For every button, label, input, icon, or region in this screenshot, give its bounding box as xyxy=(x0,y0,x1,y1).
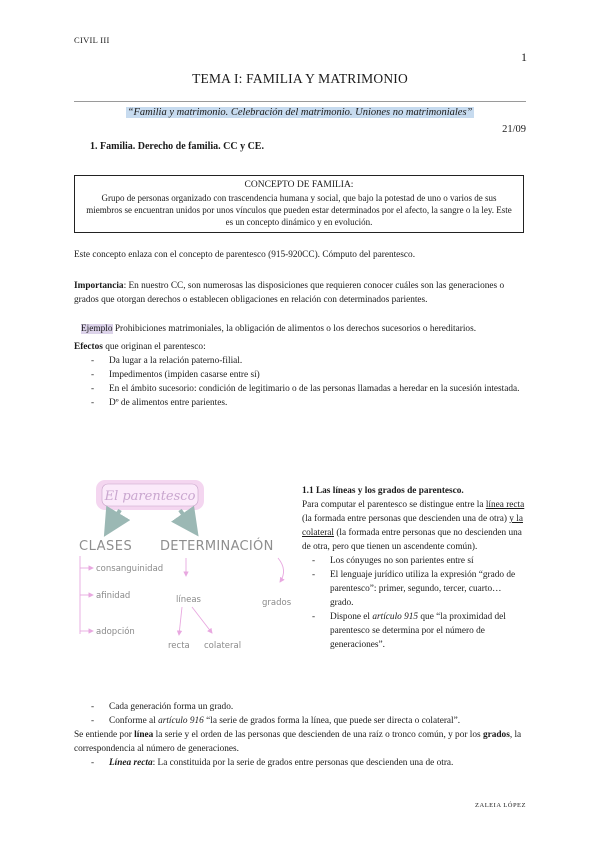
arrow-grados xyxy=(278,558,284,582)
concept-text: Grupo de personas organizado con trascendencia humana y social, que bajo la potestad de uno o varios de sus miembros se encuentran unidos por unos vínculos que pueden estar determinados por el afecto, la sangre o la ley. Este es un concepto dinámico y en evolución. xyxy=(86,193,512,227)
list-item: - En el ámbito sucesorio: condición de legitimario o de las personas llamadas a heredar en la sucesión intestada. xyxy=(91,384,520,394)
lineas-heading: 1.1 Las líneas y los grados de parentesco. xyxy=(302,486,464,496)
linea-definition: Se entiende por línea la serie y el orden de las personas que descienden de una raíz o tronco común, y por los grados, la correspondencia al número de generaciones. xyxy=(74,730,522,754)
arrow-to-clases xyxy=(108,510,120,530)
title-divider xyxy=(74,101,526,102)
subtitle-text: “Familia y matrimonio. Celebración del matrimonio. Uniones no matrimoniales” xyxy=(127,107,473,118)
clase-consanguinidad: consanguinidad xyxy=(96,564,164,574)
subtitle xyxy=(74,107,526,118)
colateral-term: y la colateral xyxy=(302,514,523,538)
page-number: 1 xyxy=(521,50,527,64)
importancia-label: Importancia xyxy=(74,281,124,291)
ejemplo-label: Ejemplo xyxy=(81,324,113,334)
list-item: - Da lugar a la relación paterno-filial. xyxy=(91,356,243,366)
linea-recta-term: línea recta xyxy=(485,500,525,510)
concept-box xyxy=(74,175,524,233)
arrow-recta xyxy=(179,607,182,635)
page-title: TEMA I: FAMILIA Y MATRIMONIO xyxy=(192,71,408,86)
list-item: - El lenguaje jurídico utiliza la expresión “grado de parentesco”: primer, segundo, tercer, cuarto… grado. xyxy=(312,570,516,608)
det-colateral: colateral xyxy=(204,641,242,651)
det-grados: grados xyxy=(262,598,292,608)
list-item: - Cada generación forma un grado. xyxy=(91,702,234,712)
bottom-section xyxy=(74,700,530,770)
arrow-colateral xyxy=(192,607,212,633)
list-item: - Línea recta: La constituida por la serie de grados entre personas que descienden una de otra. xyxy=(91,758,454,768)
banner-text: El parentesco xyxy=(104,489,196,504)
list-item: - Conforme al artículo 916 “la serie de grados forma la línea, que puede ser directa o colateral”. xyxy=(91,716,461,726)
arrow-to-determinacion xyxy=(180,510,194,530)
importancia-paragraph xyxy=(74,279,526,307)
efectos-list xyxy=(74,354,526,410)
efectos-intro: que originan el parentesco: xyxy=(102,342,206,352)
determinacion-title: DETERMINACIÓN xyxy=(160,539,274,554)
clases-title: CLASES xyxy=(79,539,133,554)
parentesco-mindmap xyxy=(74,476,296,696)
intro-paragraph: Este concepto enlaza con el concepto de parentesco (915-920CC). Cómputo del parentesco. xyxy=(74,250,416,260)
importancia-text: : En nuestro CC, son numerosas las disposiciones que requieren conocer cuáles son las generaciones o grados que otorgan derechos o establecen obligaciones en relación con determinados parientes. xyxy=(74,281,505,305)
list-item: - Impedimentos (impiden casarse entre sí) xyxy=(91,370,260,380)
bottom-list-2 xyxy=(74,756,530,770)
lineas-list xyxy=(302,554,526,652)
det-lineas: líneas xyxy=(176,595,201,605)
list-item: - Dº de alimentos entre parientes. xyxy=(91,398,228,408)
bottom-list xyxy=(74,700,530,728)
clase-adopcion: adopción xyxy=(96,627,135,637)
date: 21/09 xyxy=(502,124,526,135)
clase-afinidad: afinidad xyxy=(96,591,131,601)
lineas-paragraph: Para computar el parentesco se distingue entre la línea recta (la formada entre personas que descienden una de otra) y la colateral (la formada entre personas que no descienden una de otra, pero que tienen un ascendente común). xyxy=(302,500,525,552)
list-item: - Los cónyuges no son parientes entre sí xyxy=(312,556,474,566)
lineas-section xyxy=(302,484,526,652)
ejemplo-text: Prohibiciones matrimoniales, la obligación de alimentos o los derechos sucesorios o hereditarios. xyxy=(112,324,477,334)
det-recta: recta xyxy=(168,641,190,651)
header-course: CIVIL III xyxy=(74,35,110,45)
section-heading: 1. Familia. Derecho de familia. CC y CE. xyxy=(90,141,264,152)
concept-title: CONCEPTO DE FAMILIA: xyxy=(244,180,354,190)
list-item: - Dispone el artículo 915 que “la proximidad del parentesco se determina por el número de generaciones”. xyxy=(312,612,506,650)
efectos-label: Efectos xyxy=(74,342,103,352)
footer-author: ZALEIA LÓPEZ xyxy=(475,802,526,809)
efectos-section xyxy=(74,339,526,410)
efectos-heading xyxy=(74,340,526,354)
ejemplo-paragraph xyxy=(74,322,526,336)
